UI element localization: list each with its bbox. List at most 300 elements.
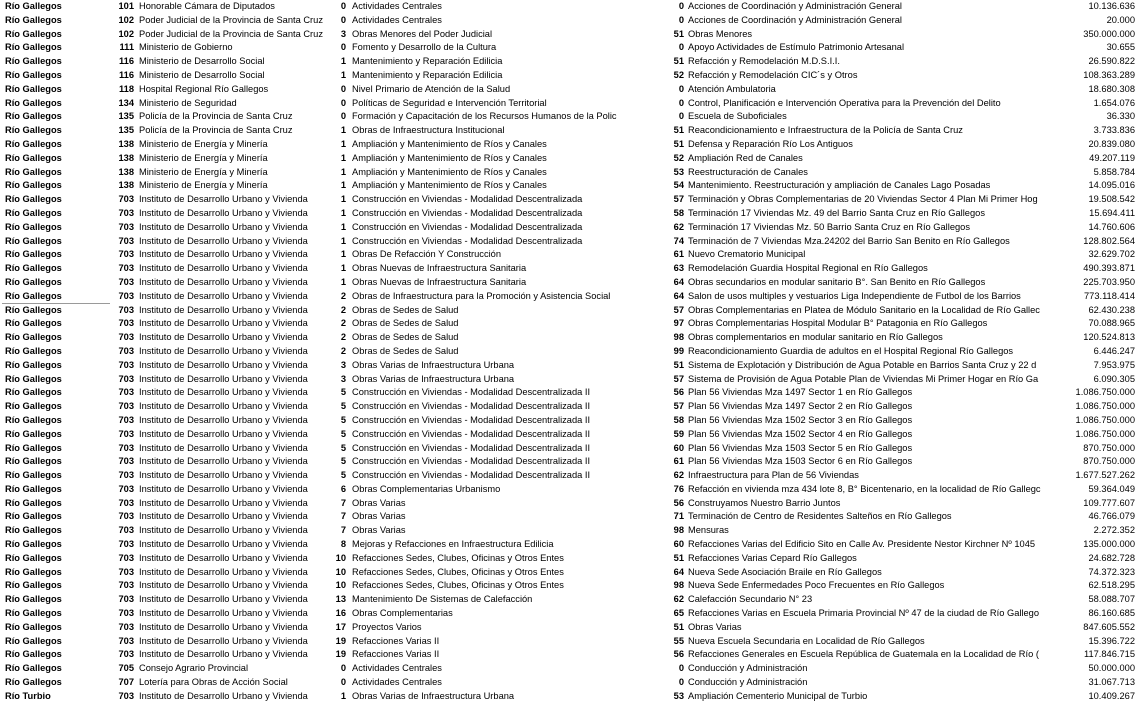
amount-cell: 490.393.871 (1083, 263, 1135, 274)
entity-name-cell: Instituto de Desarrollo Urbano y Vivienda (139, 635, 308, 646)
program-name-cell: Nivel Primario de Atención de la Salud (352, 83, 511, 94)
table-row[interactable] (0, 41, 1148, 55)
program-number-cell: 1 (340, 194, 346, 205)
amount-cell: 62.518.295 (1088, 580, 1135, 591)
project-name-cell: Plan 56 Viviendas Mza 1497 Sector 1 en Río Gallegos (688, 387, 913, 398)
project-number-cell: 98 (673, 580, 684, 591)
table-row[interactable] (0, 262, 1148, 276)
program-name-cell: Construcción en Viviendas - Modalidad Descentralizada II (352, 387, 591, 398)
amount-cell: 350.000.000 (1083, 28, 1135, 39)
entity-name-cell: Ministerio de Energía y Minería (139, 138, 268, 149)
table-row[interactable] (0, 690, 1148, 704)
locality-cell: Río Gallegos (5, 401, 62, 412)
entity-code-cell: 703 (118, 539, 134, 550)
table-row[interactable] (0, 538, 1148, 552)
program-name-cell: Construcción en Viviendas - Modalidad Descentralizada (352, 207, 583, 218)
entity-name-cell: Instituto de Desarrollo Urbano y Vivienda (139, 249, 308, 260)
program-number-cell: 1 (340, 180, 346, 191)
project-name-cell: Ampliación Red de Canales (688, 152, 803, 163)
project-number-cell: 58 (673, 414, 684, 425)
project-number-cell: 62 (673, 470, 684, 481)
program-number-cell: 0 (340, 663, 346, 674)
table-row[interactable] (0, 442, 1148, 456)
program-name-cell: Actividades Centrales (352, 663, 442, 674)
entity-name-cell: Ministerio de Seguridad (139, 97, 237, 108)
project-number-cell: 55 (673, 635, 684, 646)
program-name-cell: Construcción en Viviendas - Modalidad Descentralizada (352, 221, 583, 232)
locality-cell: Río Gallegos (5, 428, 62, 439)
project-name-cell: Defensa y Reparación Río Los Antiguos (688, 138, 853, 149)
program-number-cell: 1 (340, 166, 346, 177)
amount-cell: 847.605.552 (1083, 621, 1135, 632)
entity-code-cell: 118 (119, 83, 134, 94)
entity-name-cell: Instituto de Desarrollo Urbano y Vivienda (139, 580, 308, 591)
entity-code-cell: 703 (118, 276, 134, 287)
entity-code-cell: 703 (118, 594, 134, 605)
program-name-cell: Refacciones Sedes, Clubes, Oficinas y Otros Entes (352, 566, 564, 577)
program-number-cell: 10 (335, 566, 346, 577)
amount-cell: 1.086.750.000 (1075, 401, 1135, 412)
locality-cell: Río Gallegos (5, 166, 62, 177)
program-number-cell: 5 (340, 442, 346, 453)
amount-cell: 135.000.000 (1083, 539, 1135, 550)
amount-cell: 62.430.238 (1088, 304, 1135, 315)
table-row[interactable] (0, 14, 1148, 28)
amount-cell: 6.446.247 (1093, 345, 1135, 356)
project-name-cell: Refacciones Generales en Escuela República de Guatemala en la Localidad de Río ( (688, 649, 1039, 660)
program-number-cell: 1 (340, 138, 346, 149)
program-name-cell: Actividades Centrales (352, 1, 442, 11)
amount-cell: 26.590.822 (1088, 56, 1135, 67)
table-row[interactable] (0, 83, 1148, 97)
table-row[interactable] (0, 110, 1148, 124)
amount-cell: 70.088.965 (1088, 318, 1135, 329)
locality-cell: Río Gallegos (5, 677, 62, 688)
table-row[interactable] (0, 248, 1148, 262)
amount-cell: 5.858.784 (1093, 166, 1135, 177)
table-row[interactable] (0, 607, 1148, 621)
entity-code-cell: 134 (118, 97, 134, 108)
program-name-cell: Refacciones Varias II (352, 635, 440, 646)
program-name-cell: Formación y Capacitación de los Recursos Humanos de la Polic (352, 111, 617, 122)
amount-cell: 6.090.305 (1093, 373, 1135, 384)
program-number-cell: 1 (340, 152, 346, 163)
entity-code-cell: 102 (118, 28, 134, 39)
project-name-cell: Obras Complementarias Hospital Modular B° Patagonia en Río Gallegos (688, 318, 988, 329)
table-row[interactable] (0, 524, 1148, 538)
program-name-cell: Refacciones Varias II (352, 649, 440, 660)
entity-code-cell: 703 (118, 621, 134, 632)
project-number-cell: 56 (673, 649, 684, 660)
amount-cell: 32.629.702 (1088, 249, 1135, 260)
locality-cell: Río Gallegos (5, 332, 62, 343)
project-name-cell: Terminación 17 Viviendas Mz. 50 Barrio Santa Cruz en Río Gallegos (688, 221, 970, 232)
entity-name-cell: Policía de la Provincia de Santa Cruz (139, 111, 293, 122)
table-row[interactable] (0, 304, 1148, 318)
entity-name-cell: Instituto de Desarrollo Urbano y Vivienda (139, 401, 308, 412)
table-row[interactable] (0, 317, 1148, 331)
project-number-cell: 0 (678, 83, 684, 94)
program-name-cell: Ampliación y Mantenimiento de Ríos y Canales (352, 152, 547, 163)
project-name-cell: Obras complementarios en modular sanitario en Río Gallegos (688, 332, 943, 343)
program-name-cell: Mantenimiento y Reparación Edilicia (352, 69, 503, 80)
entity-name-cell: Instituto de Desarrollo Urbano y Vivienda (139, 525, 308, 536)
program-number-cell: 2 (340, 345, 346, 356)
program-name-cell: Obras de Sedes de Salud (352, 304, 459, 315)
program-number-cell: 2 (340, 304, 346, 315)
amount-cell: 7.953.975 (1093, 359, 1135, 370)
table-row[interactable] (0, 359, 1148, 373)
locality-cell: Río Gallegos (5, 249, 62, 260)
entity-code-cell: 138 (118, 166, 134, 177)
program-name-cell: Proyectos Varios (352, 621, 422, 632)
entity-code-cell: 703 (118, 483, 134, 494)
locality-cell: Río Gallegos (5, 221, 62, 232)
locality-cell: Río Gallegos (5, 621, 62, 632)
locality-cell: Río Gallegos (5, 456, 62, 467)
table-row[interactable] (0, 69, 1148, 83)
locality-cell: Río Gallegos (5, 318, 62, 329)
locality-cell: Río Gallegos (5, 594, 62, 605)
project-name-cell: Refacción y Remodelación M.D.S.I.I. (688, 56, 840, 67)
program-number-cell: 0 (340, 83, 346, 94)
amount-cell: 58.088.707 (1088, 594, 1135, 605)
amount-cell: 108.363.289 (1083, 69, 1135, 80)
project-name-cell: Obras secundarios en modular sanitario B°. San Benito en Río Gallegos (688, 276, 986, 287)
entity-name-cell: Instituto de Desarrollo Urbano y Vivienda (139, 539, 308, 550)
amount-cell: 15.396.722 (1088, 635, 1135, 646)
entity-name-cell: Ministerio de Energía y Minería (139, 166, 268, 177)
project-number-cell: 62 (673, 594, 684, 605)
program-number-cell: 1 (340, 690, 346, 701)
locality-cell: Río Gallegos (5, 111, 62, 122)
program-name-cell: Obras de Sedes de Salud (352, 332, 459, 343)
project-number-cell: 52 (673, 152, 684, 163)
program-name-cell: Obras Varias de Infraestructura Urbana (352, 373, 515, 384)
entity-code-cell: 116 (119, 69, 134, 80)
program-name-cell: Obras Varias (352, 525, 406, 536)
program-name-cell: Fomento y Desarrollo de la Cultura (352, 42, 497, 53)
table-row[interactable] (0, 662, 1148, 676)
program-number-cell: 1 (340, 56, 346, 67)
table-row[interactable] (0, 221, 1148, 235)
entity-name-cell: Instituto de Desarrollo Urbano y Vivienda (139, 345, 308, 356)
project-number-cell: 53 (673, 166, 684, 177)
table-row[interactable] (0, 428, 1148, 442)
program-number-cell: 1 (340, 125, 346, 136)
program-name-cell: Construcción en Viviendas - Modalidad Descentralizada II (352, 414, 591, 425)
locality-cell: Río Gallegos (5, 580, 62, 591)
table-row[interactable] (0, 497, 1148, 511)
entity-name-cell: Instituto de Desarrollo Urbano y Vivienda (139, 566, 308, 577)
locality-cell: Río Gallegos (5, 28, 62, 39)
project-number-cell: 98 (673, 525, 684, 536)
table-row[interactable] (0, 566, 1148, 580)
table-row[interactable] (0, 469, 1148, 483)
amount-cell: 49.207.119 (1089, 152, 1135, 163)
program-name-cell: Obras de Infraestructura Institucional (352, 125, 505, 136)
amount-cell: 50.000.000 (1088, 663, 1135, 674)
program-number-cell: 0 (340, 97, 346, 108)
project-name-cell: Terminación de 7 Viviendas Mza.24202 del Barrio San Benito en Río Gallegos (688, 235, 1010, 246)
locality-cell: Río Gallegos (5, 608, 62, 619)
project-name-cell: Plan 56 Viviendas Mza 1503 Sector 5 en Río Gallegos (688, 442, 913, 453)
project-number-cell: 97 (673, 318, 684, 329)
entity-name-cell: Instituto de Desarrollo Urbano y Vivienda (139, 332, 308, 343)
entity-name-cell: Instituto de Desarrollo Urbano y Vivienda (139, 621, 308, 632)
project-number-cell: 74 (673, 235, 684, 246)
entity-code-cell: 703 (118, 635, 134, 646)
table-row[interactable] (0, 593, 1148, 607)
entity-name-cell: Instituto de Desarrollo Urbano y Vivienda (139, 221, 308, 232)
program-name-cell: Construcción en Viviendas - Modalidad Descentralizada II (352, 470, 591, 481)
locality-cell: Río Gallegos (5, 304, 62, 315)
project-name-cell: Terminación y Obras Complementarias de 20 Viviendas Sector 4 Plan Mi Primer Hog (688, 194, 1038, 205)
program-name-cell: Refacciones Sedes, Clubes, Oficinas y Otros Entes (352, 580, 564, 591)
program-number-cell: 16 (335, 608, 346, 619)
table-row[interactable] (0, 193, 1148, 207)
project-name-cell: Mensuras (688, 525, 729, 536)
entity-code-cell: 703 (118, 497, 134, 508)
table-row[interactable] (0, 345, 1148, 359)
program-name-cell: Obras Complementarias (352, 608, 453, 619)
locality-cell: Río Gallegos (5, 345, 62, 356)
program-name-cell: Políticas de Seguridad e Intervención Territorial (352, 97, 547, 108)
project-name-cell: Reacondicionamiento Guardia de adultos en el Hospital Regional Río Gallegos (688, 345, 1014, 356)
table-row[interactable] (0, 414, 1148, 428)
project-name-cell: Plan 56 Viviendas Mza 1502 Sector 3 en Río Gallegos (688, 414, 913, 425)
locality-cell: Río Gallegos (5, 207, 62, 218)
entity-name-cell: Ministerio de Energía y Minería (139, 152, 268, 163)
program-name-cell: Obras Nuevas de Infraestructura Sanitaria (352, 276, 527, 287)
table-row[interactable] (0, 331, 1148, 345)
table-row[interactable] (0, 235, 1148, 249)
table-row[interactable] (0, 455, 1148, 469)
project-number-cell: 61 (673, 456, 684, 467)
project-name-cell: Nueva Sede Asociación Braile en Río Gallegos (688, 566, 882, 577)
entity-name-cell: Instituto de Desarrollo Urbano y Vivienda (139, 594, 308, 605)
project-name-cell: Refacciones Varias en Escuela Primaria Provincial Nº 47 de la ciudad de Río Gallego (688, 608, 1040, 619)
amount-cell: 120.524.813 (1083, 332, 1135, 343)
table-row[interactable] (0, 676, 1148, 690)
entity-code-cell: 703 (118, 290, 134, 301)
table-row[interactable] (0, 552, 1148, 566)
entity-code-cell: 703 (118, 263, 134, 274)
entity-code-cell: 111 (119, 42, 134, 53)
project-number-cell: 71 (673, 511, 684, 522)
table-row[interactable] (0, 124, 1148, 138)
locality-cell: Río Gallegos (5, 649, 62, 660)
amount-cell: 870.750.000 (1083, 456, 1135, 467)
amount-cell: 1.086.750.000 (1075, 387, 1135, 398)
locality-cell: Río Gallegos (5, 539, 62, 550)
entity-name-cell: Ministerio de Desarrollo Social (139, 69, 265, 80)
locality-cell: Río Gallegos (5, 56, 62, 67)
table-row[interactable] (0, 28, 1148, 42)
project-number-cell: 64 (673, 566, 684, 577)
project-number-cell: 0 (678, 663, 684, 674)
program-name-cell: Construcción en Viviendas - Modalidad Descentralizada II (352, 442, 591, 453)
locality-cell: Río Gallegos (5, 635, 62, 646)
table-row[interactable] (0, 373, 1148, 387)
amount-cell: 20.839.080 (1088, 138, 1135, 149)
entity-code-cell: 703 (118, 552, 134, 563)
amount-cell: 117.846.715 (1083, 649, 1135, 660)
program-number-cell: 10 (335, 580, 346, 591)
locality-cell: Río Gallegos (5, 152, 62, 163)
project-name-cell: Obras Varias (688, 621, 742, 632)
entity-code-cell: 703 (118, 442, 134, 453)
entity-code-cell: 135 (118, 125, 134, 136)
program-number-cell: 7 (340, 511, 346, 522)
locality-cell: Río Gallegos (5, 663, 62, 674)
table-row[interactable] (0, 635, 1148, 649)
program-number-cell: 13 (335, 594, 346, 605)
program-number-cell: 3 (340, 373, 346, 384)
program-number-cell: 5 (340, 401, 346, 412)
project-number-cell: 65 (673, 608, 684, 619)
program-number-cell: 0 (340, 14, 346, 25)
entity-code-cell: 705 (118, 663, 134, 674)
entity-name-cell: Instituto de Desarrollo Urbano y Vivienda (139, 414, 308, 425)
program-number-cell: 2 (340, 318, 346, 329)
program-number-cell: 5 (340, 470, 346, 481)
project-name-cell: Refacciones Varias Cepard Río Gallegos (688, 552, 857, 563)
locality-cell: Río Gallegos (5, 387, 62, 398)
locality-cell: Río Gallegos (5, 1, 62, 11)
amount-cell: 24.682.728 (1088, 552, 1135, 563)
amount-cell: 14.095.016 (1088, 180, 1135, 191)
table-row[interactable] (0, 166, 1148, 180)
amount-cell: 59.364.049 (1088, 483, 1135, 494)
project-name-cell: Obras Menores (688, 28, 753, 39)
table-row[interactable] (0, 179, 1148, 193)
table-row[interactable] (0, 138, 1148, 152)
project-number-cell: 76 (673, 483, 684, 494)
project-number-cell: 57 (673, 194, 684, 205)
entity-code-cell: 707 (118, 677, 134, 688)
table-row[interactable] (0, 276, 1148, 290)
project-name-cell: Nueva Escuela Secundaria en Localidad de Río Gallegos (688, 635, 925, 646)
entity-code-cell: 703 (118, 511, 134, 522)
table-row[interactable] (0, 207, 1148, 221)
project-name-cell: Plan 56 Viviendas Mza 1497 Sector 2 en Río Gallegos (688, 401, 913, 412)
table-row[interactable] (0, 386, 1148, 400)
entity-name-cell: Instituto de Desarrollo Urbano y Vivienda (139, 608, 308, 619)
project-number-cell: 99 (673, 345, 684, 356)
program-name-cell: Obras Menores del Poder Judicial (352, 28, 493, 39)
table-row[interactable] (0, 579, 1148, 593)
table-row[interactable] (0, 0, 1148, 14)
table-row[interactable] (0, 400, 1148, 414)
program-number-cell: 10 (335, 552, 346, 563)
entity-name-cell: Ministerio de Gobierno (139, 42, 233, 53)
program-number-cell: 5 (340, 414, 346, 425)
program-number-cell: 7 (340, 497, 346, 508)
project-number-cell: 64 (673, 290, 684, 301)
entity-code-cell: 138 (118, 138, 134, 149)
program-name-cell: Obras de Infraestructura para la Promoción y Asistencia Social (352, 290, 611, 301)
project-number-cell: 52 (673, 69, 684, 80)
project-number-cell: 63 (673, 263, 684, 274)
amount-cell: 225.703.950 (1083, 276, 1135, 287)
entity-code-cell: 138 (118, 180, 134, 191)
project-name-cell: Calefacción Secundario N° 23 (688, 594, 813, 605)
program-number-cell: 0 (340, 111, 346, 122)
table-row[interactable] (0, 648, 1148, 662)
entity-code-cell: 703 (118, 414, 134, 425)
program-name-cell: Obras Varias (352, 511, 406, 522)
program-name-cell: Ampliación y Mantenimiento de Ríos y Canales (352, 166, 547, 177)
table-row[interactable] (0, 290, 1148, 304)
locality-cell: Río Gallegos (5, 442, 62, 453)
amount-cell: 1.086.750.000 (1075, 428, 1135, 439)
amount-cell: 86.160.685 (1088, 608, 1135, 619)
project-name-cell: Sistema de Provisión de Agua Potable Plan de Viviendas Mi Primer Hogar en Río Ga (688, 373, 1039, 384)
program-name-cell: Obras Varias de Infraestructura Urbana (352, 690, 515, 701)
amount-cell: 10.136.636 (1088, 1, 1135, 11)
locality-cell: Río Gallegos (5, 180, 62, 191)
table-row[interactable] (0, 483, 1148, 497)
entity-code-cell: 703 (118, 373, 134, 384)
table-row[interactable] (0, 55, 1148, 69)
program-number-cell: 7 (340, 525, 346, 536)
entity-name-cell: Instituto de Desarrollo Urbano y Vivienda (139, 207, 308, 218)
program-name-cell: Mantenimiento De Sistemas de Calefacción (352, 594, 533, 605)
entity-code-cell: 703 (118, 470, 134, 481)
entity-code-cell: 703 (118, 566, 134, 577)
project-name-cell: Conducción y Administración (688, 677, 808, 688)
program-number-cell: 1 (340, 263, 346, 274)
entity-name-cell: Hospital Regional Río Gallegos (139, 83, 269, 94)
project-name-cell: Infraestructura para Plan de 56 Viviendas (688, 470, 859, 481)
table-row[interactable] (0, 621, 1148, 635)
project-number-cell: 59 (673, 428, 684, 439)
entity-code-cell: 703 (118, 235, 134, 246)
entity-code-cell: 703 (118, 345, 134, 356)
entity-code-cell: 703 (118, 318, 134, 329)
amount-cell: 20.000 (1106, 14, 1135, 25)
entity-name-cell: Instituto de Desarrollo Urbano y Vivienda (139, 359, 308, 370)
project-name-cell: Sistema de Explotación y Distribución de Agua Potable en Barrios Santa Cruz y 22 d (688, 359, 1037, 370)
table-row[interactable] (0, 97, 1148, 111)
row-selection-underline (2, 303, 110, 304)
project-number-cell: 51 (673, 125, 684, 136)
program-name-cell: Obras de Sedes de Salud (352, 345, 459, 356)
program-name-cell: Construcción en Viviendas - Modalidad Descentralizada II (352, 456, 591, 467)
project-number-cell: 98 (673, 332, 684, 343)
locality-cell: Río Gallegos (5, 511, 62, 522)
table-row[interactable] (0, 510, 1148, 524)
project-number-cell: 62 (673, 221, 684, 232)
project-name-cell: Apoyo Actividades de Estímulo Patrimonio Artesanal (688, 42, 905, 53)
project-name-cell: Terminación de Centro de Residentes Salteños en Río Gallegos (688, 511, 952, 522)
entity-name-cell: Instituto de Desarrollo Urbano y Vivienda (139, 483, 308, 494)
entity-name-cell: Instituto de Desarrollo Urbano y Vivienda (139, 470, 308, 481)
program-number-cell: 5 (340, 428, 346, 439)
table-row[interactable] (0, 152, 1148, 166)
project-name-cell: Refacciones Varias del Edificio Sito en Calle Av. Presidente Nestor Kirchner Nº 1045 (688, 539, 1036, 550)
program-number-cell: 1 (340, 249, 346, 260)
project-name-cell: Acciones de Coordinación y Administración General (688, 14, 902, 25)
entity-name-cell: Instituto de Desarrollo Urbano y Vivienda (139, 373, 308, 384)
entity-name-cell: Instituto de Desarrollo Urbano y Vivienda (139, 428, 308, 439)
entity-code-cell: 102 (118, 14, 134, 25)
project-name-cell: Refacción en vivienda mza 434 lote 8, B° Bicentenario, en la localidad de Río Gallegc (688, 483, 1041, 494)
project-number-cell: 64 (673, 276, 684, 287)
amount-cell: 18.680.308 (1088, 83, 1135, 94)
locality-cell: Río Gallegos (5, 276, 62, 287)
